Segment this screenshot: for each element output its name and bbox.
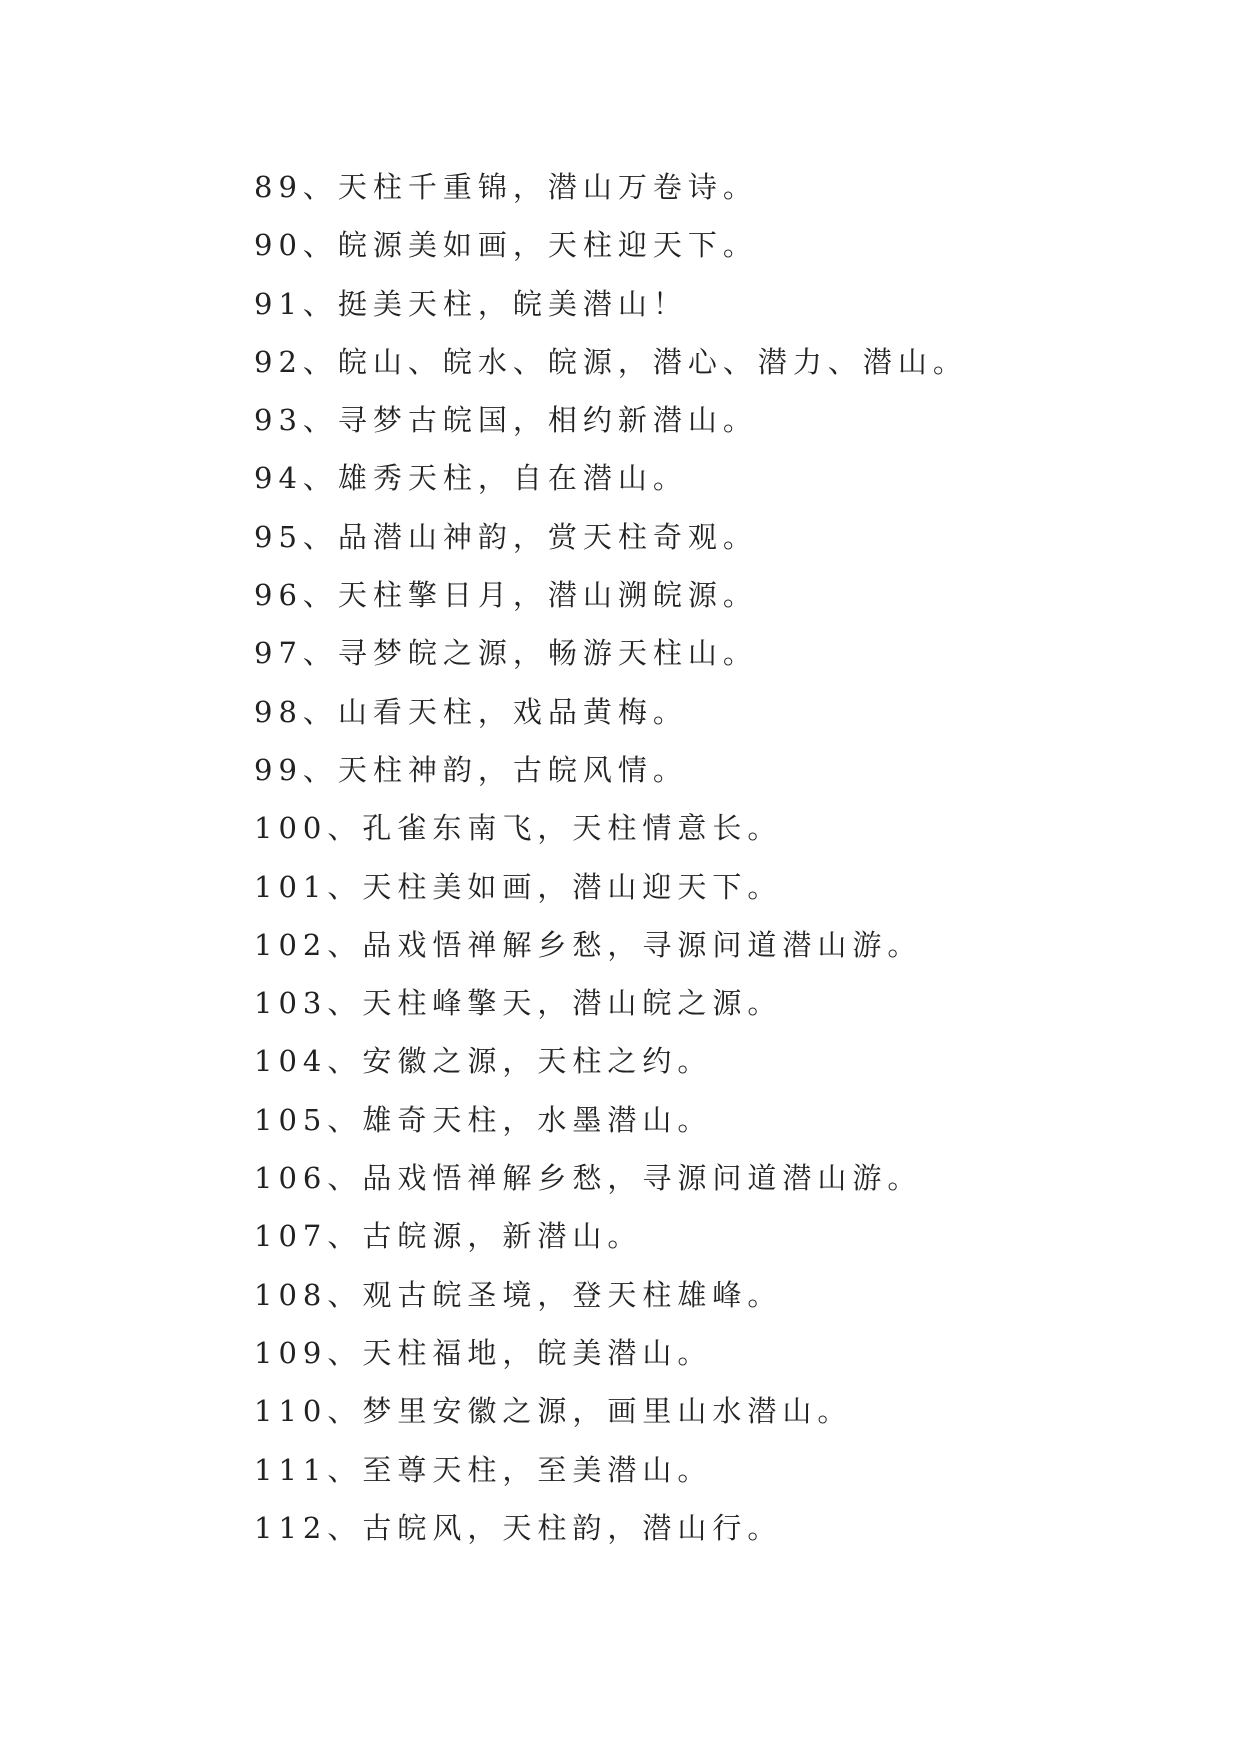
slogan-item: 98、山看天柱，戏品黄梅。 xyxy=(254,694,688,729)
slogan-item: 112、古皖风，天柱韵，潜山行。 xyxy=(254,1510,783,1545)
slogan-item: 111、至尊天柱，至美潜山。 xyxy=(254,1452,713,1487)
slogan-item: 106、品戏悟禅解乡愁，寻源问道潜山游。 xyxy=(254,1161,923,1196)
slogan-item: 108、观古皖圣境，登天柱雄峰。 xyxy=(254,1277,783,1312)
slogan-item: 99、天柱神韵，古皖风情。 xyxy=(254,752,688,787)
slogan-item: 92、皖山、皖水、皖源，潜心、潜力、潜山。 xyxy=(254,344,968,379)
slogan-item: 94、雄秀天柱，自在潜山。 xyxy=(254,461,688,496)
slogan-item: 97、寻梦皖之源，畅游天柱山。 xyxy=(254,636,758,671)
slogan-item: 104、安徽之源，天柱之约。 xyxy=(254,1044,713,1079)
slogan-item: 101、天柱美如画，潜山迎天下。 xyxy=(254,869,783,904)
slogan-item: 107、古皖源，新潜山。 xyxy=(254,1219,643,1254)
slogan-item: 95、品潜山神韵，赏天柱奇观。 xyxy=(254,519,758,554)
slogan-item: 110、梦里安徽之源，画里山水潜山。 xyxy=(254,1394,853,1429)
slogan-item: 105、雄奇天柱，水墨潜山。 xyxy=(254,1102,713,1137)
slogan-item: 93、寻梦古皖国，相约新潜山。 xyxy=(254,403,758,438)
slogan-list xyxy=(254,158,1154,1557)
slogan-item: 103、天柱峰擎天，潜山皖之源。 xyxy=(254,986,783,1021)
slogan-item: 96、天柱擎日月，潜山溯皖源。 xyxy=(254,578,758,613)
slogan-item: 89、天柱千重锦，潜山万卷诗。 xyxy=(254,170,758,204)
slogan-item: 91、挺美天柱，皖美潜山！ xyxy=(254,286,688,321)
slogan-item: 100、孔雀东南飞，天柱情意长。 xyxy=(254,811,783,846)
slogan-item: 102、品戏悟禅解乡愁，寻源问道潜山游。 xyxy=(254,927,923,962)
slogan-item: 90、皖源美如画，天柱迎天下。 xyxy=(254,228,758,263)
slogan-item: 109、天柱福地，皖美潜山。 xyxy=(254,1335,713,1370)
